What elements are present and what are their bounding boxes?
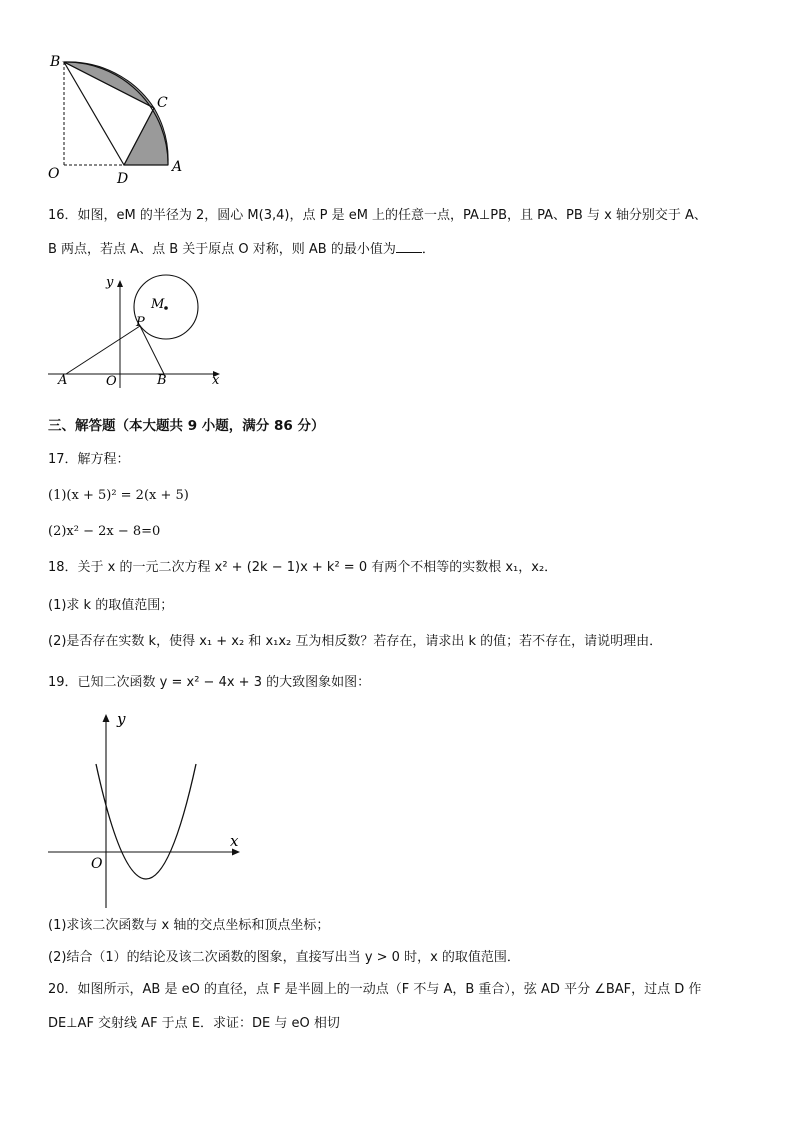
label-b: B: [157, 373, 167, 388]
line-pb: [140, 326, 164, 374]
q18-title: 18．关于 x 的一元二次方程 x² + (2k − 1)x + k² = 0 有两个不相等的实数根 x₁，x₂．: [48, 560, 558, 575]
y-axis-arrow: [117, 280, 123, 287]
section-heading: 三、解答题（本大题共 9 小题，满分 86 分）: [48, 418, 325, 434]
label-x: x: [230, 832, 239, 850]
label-m: M: [151, 297, 165, 312]
q16-line1: 16．如图，eM 的半径为 2，圆心 M(3,4)，点 P 是 eM 上的任意一点，PA⊥PB，且 PA、PB 与 x 轴分别交于 A、: [48, 208, 707, 223]
label-x: x: [212, 373, 220, 388]
circle-axes-figure: [40, 270, 240, 390]
shaded-region-cda: [124, 108, 168, 165]
q16-line2-text: B 两点，若点 A、点 B 关于原点 O 对称，则 AB 的最小值为: [48, 242, 396, 257]
label-c: C: [157, 95, 168, 111]
q17-part2: (2)x² − 2x − 8=0: [48, 524, 161, 539]
center-m-dot: [164, 306, 168, 310]
q19-part1: (1)求该二次函数与 x 轴的交点坐标和顶点坐标；: [48, 918, 330, 933]
q18-part1: (1)求 k 的取值范围；: [48, 598, 174, 613]
line-pa: [66, 326, 140, 374]
label-o: O: [48, 166, 60, 182]
q20-line2: DE⊥AF 交射线 AF 于点 E．求证：DE 与 eO 相切: [48, 1016, 340, 1031]
answer-blank: [396, 240, 422, 253]
parabola-curve: [96, 764, 196, 879]
label-a: A: [58, 373, 68, 388]
q19-title: 19．已知二次函数 y = x² − 4x + 3 的大致图象如图：: [48, 675, 371, 690]
parabola-figure: [44, 708, 254, 910]
q17-part1: (1)(x + 5)² = 2(x + 5): [48, 488, 189, 503]
q16-line2: [48, 240, 435, 260]
label-o: O: [106, 374, 117, 389]
label-d: D: [117, 171, 129, 187]
q16-line2-end: ．: [421, 242, 435, 257]
q18-part2: (2)是否存在实数 k，使得 x₁ + x₂ 和 x₁x₂ 互为相反数？若存在，请求出 k 的值；若不存在，请说明理由．: [48, 634, 663, 649]
label-b: B: [50, 54, 61, 70]
q20-line1: 20．如图所示，AB 是 eO 的直径，点 F 是半圆上的一动点（F 不与 A，B 重合），弦 AD 平分 ∠BAF，过点 D 作: [48, 982, 702, 997]
q17-title: 17．解方程：: [48, 452, 130, 467]
y-axis-arrow: [103, 714, 110, 722]
q19-part2: (2)结合（1）的结论及该二次函数的图象，直接写出当 y > 0 时，x 的取值范围．: [48, 950, 520, 965]
label-a: A: [172, 159, 183, 175]
label-y: y: [117, 710, 126, 728]
sector-figure: [40, 48, 200, 188]
label-o: O: [91, 856, 103, 872]
label-y: y: [106, 275, 114, 290]
label-p: P: [136, 315, 145, 330]
